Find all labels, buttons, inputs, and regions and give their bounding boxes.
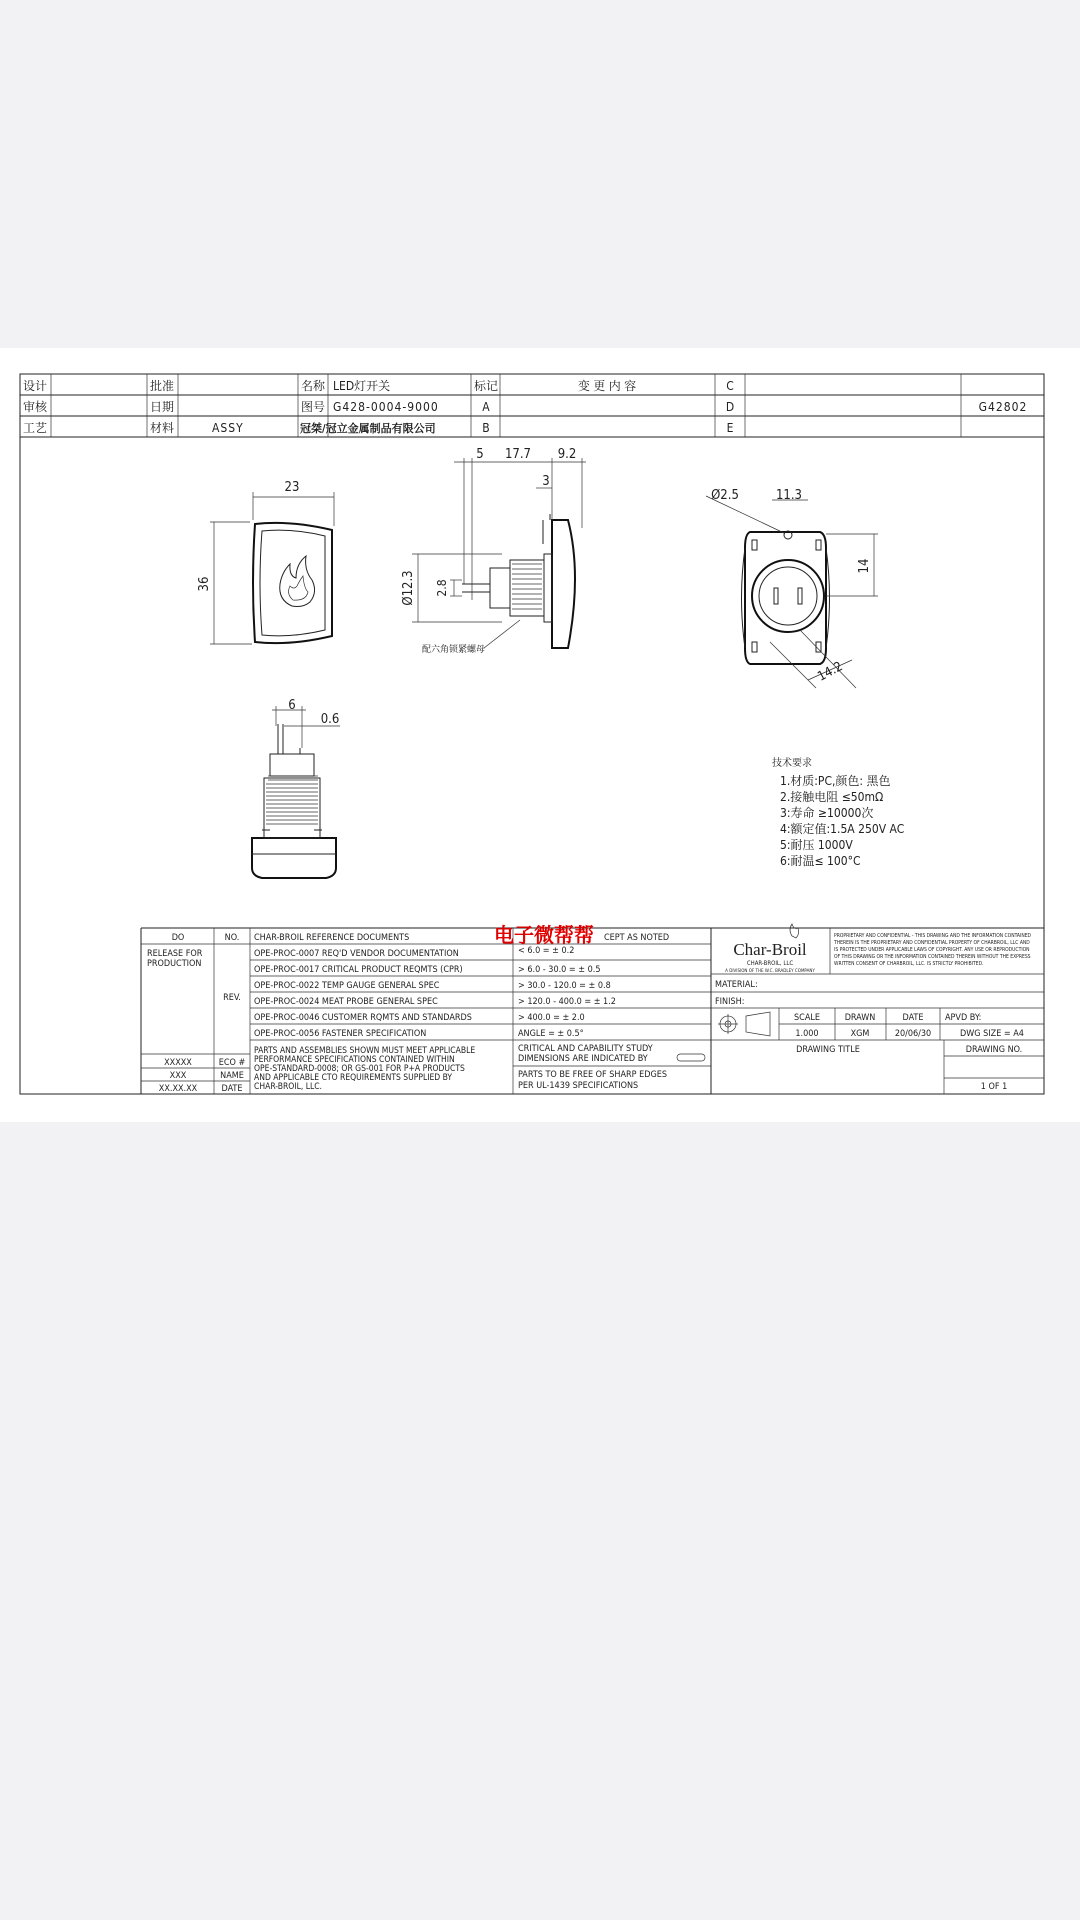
proprietary-5: WRITTEN CONSENT OF CHARBROIL, LLC. IS STRICTLY PROHIBITED. <box>834 961 984 967</box>
watermark-text: 电子微帮帮 <box>494 923 594 947</box>
col-no: NO. <box>224 933 240 943</box>
part-number: G42802 <box>978 400 1028 414</box>
label-approve: 批准 <box>149 379 175 393</box>
tech-title: 技术要求 <box>772 758 812 769</box>
dim-bottom-width: 6 <box>288 698 296 713</box>
parts-note-1: PARTS AND ASSEMBLIES SHOWN MUST MEET APPLICABLE <box>254 1046 476 1056</box>
ref-doc-6: OPE-PROC-0056 FASTENER SPECIFICATION <box>254 1029 427 1039</box>
dim-side-17-7: 17.7 <box>504 447 532 462</box>
scale-label: SCALE <box>794 1013 820 1023</box>
label-mark: 标记 <box>473 379 499 393</box>
rev-letter-d: D <box>725 400 735 414</box>
label-design: 设计 <box>22 379 48 393</box>
projection-symbol-icon <box>718 1012 770 1036</box>
company-name: 冠桀/冠立金属制品有限公司 <box>300 422 436 435</box>
rev-letter-c: C <box>726 379 734 393</box>
tech-item-2: 2.接触电阻 ≤50mΩ <box>780 790 884 804</box>
dim-side-5: 5 <box>476 447 484 462</box>
ref-doc-2: OPE-PROC-0017 CRITICAL PRODUCT REQMTS (CPR) <box>254 965 463 975</box>
change-content-header: 变 更 内 容 <box>577 379 637 393</box>
label-drawing-no: 图号 <box>300 400 326 414</box>
date-header: DATE <box>902 1013 924 1023</box>
name-value-xxx: XXX <box>169 1071 187 1081</box>
dim-bottom-small: 0.6 <box>320 712 340 727</box>
apvd-label: APVD BY: <box>945 1013 982 1023</box>
tech-item-5: 5:耐压 1000V <box>780 838 853 852</box>
rev-letter-e: E <box>726 421 734 435</box>
proprietary-3: IS PROTECTED UNDER APPLICABLE LAWS OF COPYRIGHT. ANY USE OR REPRODUCTION <box>834 947 1030 953</box>
tolerance-6: ANGLE = ± 0.5° <box>518 1029 584 1039</box>
tolerance-1: < 6.0 = ± 0.2 <box>518 946 575 956</box>
dim-front-height: 36 <box>197 576 212 592</box>
label-material: 材料 <box>149 421 175 435</box>
name-value: LED灯开关 <box>333 379 391 393</box>
dim-back-offset: 11.3 <box>775 488 803 503</box>
side-note: 配六角锁紧螺母 <box>422 645 486 655</box>
rev-letter-a: A <box>482 400 490 414</box>
ref-doc-header: CHAR-BROIL REFERENCE DOCUMENTS <box>254 933 410 943</box>
logo-text: Char-Broil <box>733 940 807 959</box>
label-date: 日期 <box>149 400 175 414</box>
release-line-1: RELEASE FOR <box>147 949 203 959</box>
critical-symbol-icon <box>677 1054 705 1061</box>
dim-back-hole: Ø2.5 <box>711 488 739 503</box>
tech-item-1: 1.材质:PC,颜色: 黑色 <box>780 774 891 788</box>
drawn-value: XGM <box>850 1029 870 1039</box>
material-label: MATERIAL: <box>715 980 758 990</box>
parts-note-3: OPE-STANDARD-0008; OR GS-001 FOR P+A PRODUCTS <box>254 1064 465 1074</box>
ref-doc-4: OPE-PROC-0024 MEAT PROBE GENERAL SPEC <box>254 997 438 1007</box>
parts-note-5: CHAR-BROIL, LLC. <box>254 1082 322 1092</box>
proprietary-1: PROPRIETARY AND CONFIDENTIAL - THIS DRAWING AND THE INFORMATION CONTAINED <box>834 933 1032 939</box>
tolerance-2: > 6.0 - 30.0 = ± 0.5 <box>518 965 601 975</box>
drawn-label: DRAWN <box>844 1013 876 1023</box>
drawing-no-value: G428-0004-9000 <box>333 400 439 414</box>
tolerance-header: CEPT AS NOTED <box>604 933 670 943</box>
tolerance-5: > 400.0 = ± 2.0 <box>518 1013 585 1023</box>
proprietary-2: THEREIN IS THE PROPRIETARY AND CONFIDENTIAL PROPERTY OF CHARBROIL, LLC AND <box>834 940 1030 946</box>
front-view <box>197 480 334 644</box>
rev-letter-b: B <box>482 421 490 435</box>
dim-back-height: 14 <box>857 558 872 574</box>
top-title-block <box>20 374 1044 437</box>
ref-doc-3: OPE-PROC-0022 TEMP GAUGE GENERAL SPEC <box>254 981 440 991</box>
engineering-drawing <box>0 348 1080 1122</box>
tech-item-3: 3:寿命 ≥10000次 <box>780 806 874 820</box>
parts-note-2: PERFORMANCE SPECIFICATIONS CONTAINED WITHIN <box>254 1055 455 1065</box>
sheet-count: 1 OF 1 <box>980 1082 1008 1092</box>
col-do: DO <box>171 933 185 943</box>
dim-side-pin: 2.8 <box>435 579 449 597</box>
drawing-sheet <box>0 348 1080 1122</box>
dim-side-9-2: 9.2 <box>557 447 577 462</box>
eco-label: ECO # <box>218 1058 246 1068</box>
proprietary-4: OF THIS DRAWING OR THE INFORMATION CONTAINED THEREIN WITHOUT THE EXPRESS <box>834 954 1031 960</box>
bottom-title-block <box>141 923 1044 1094</box>
critical-1: CRITICAL AND CAPABILITY STUDY <box>518 1044 653 1054</box>
label-review: 审核 <box>22 400 48 414</box>
name-label: NAME <box>220 1071 244 1081</box>
sharp-2: PER UL-1439 SPECIFICATIONS <box>518 1081 639 1091</box>
dim-back-diagonal: 14.2 <box>815 659 846 685</box>
logo-subtitle: CHAR-BROIL, LLC <box>746 960 794 967</box>
date-value: 20/06/30 <box>894 1029 932 1039</box>
tolerance-4: > 120.0 - 400.0 = ± 1.2 <box>518 997 616 1007</box>
ref-doc-5: OPE-PROC-0046 CUSTOMER RQMTS AND STANDARDS <box>254 1013 472 1023</box>
label-process: 工艺 <box>22 421 48 435</box>
char-broil-logo <box>725 924 815 974</box>
flame-icon <box>280 556 315 607</box>
tech-item-6: 6:耐温≤ 100°C <box>780 854 861 868</box>
ref-doc-1: OPE-PROC-0007 REQ'D VENDOR DOCUMENTATION <box>254 949 459 959</box>
date-value-xx: XX.XX.XX <box>158 1084 198 1094</box>
drawing-no-label: DRAWING NO. <box>965 1045 1023 1055</box>
critical-2: DIMENSIONS ARE INDICATED BY <box>518 1054 648 1064</box>
dwg-size: DWG SIZE = A4 <box>960 1029 1024 1039</box>
dim-front-width: 23 <box>284 480 300 495</box>
tech-requirements <box>772 756 904 868</box>
eco-value: XXXXX <box>164 1058 192 1068</box>
sharp-1: PARTS TO BE FREE OF SHARP EDGES <box>518 1070 668 1080</box>
date-label: DATE <box>221 1084 243 1094</box>
finish-label: FINISH: <box>715 997 745 1007</box>
back-view <box>706 488 878 688</box>
material-value: ASSY <box>212 421 244 435</box>
logo-division: A DIVISION OF THE W.C. BRADLEY COMPANY <box>725 969 815 974</box>
label-name: 名称 <box>300 379 326 393</box>
tech-item-4: 4:额定值:1.5A 250V AC <box>780 822 905 836</box>
release-line-2: PRODUCTION <box>147 959 202 969</box>
bottom-view <box>252 698 340 878</box>
dim-side-3: 3 <box>542 474 550 489</box>
side-view <box>401 447 586 655</box>
drawing-title-label: DRAWING TITLE <box>796 1045 860 1055</box>
tolerance-3: > 30.0 - 120.0 = ± 0.8 <box>518 981 611 991</box>
rev-label: REV. <box>223 993 241 1003</box>
scale-value: 1.000 <box>795 1029 819 1039</box>
logo-flame-icon <box>790 924 799 938</box>
dim-side-diameter: Ø12.3 <box>401 570 416 606</box>
parts-note-4: AND APPLICABLE CTO REQUIREMENTS SUPPLIED BY <box>254 1073 453 1083</box>
